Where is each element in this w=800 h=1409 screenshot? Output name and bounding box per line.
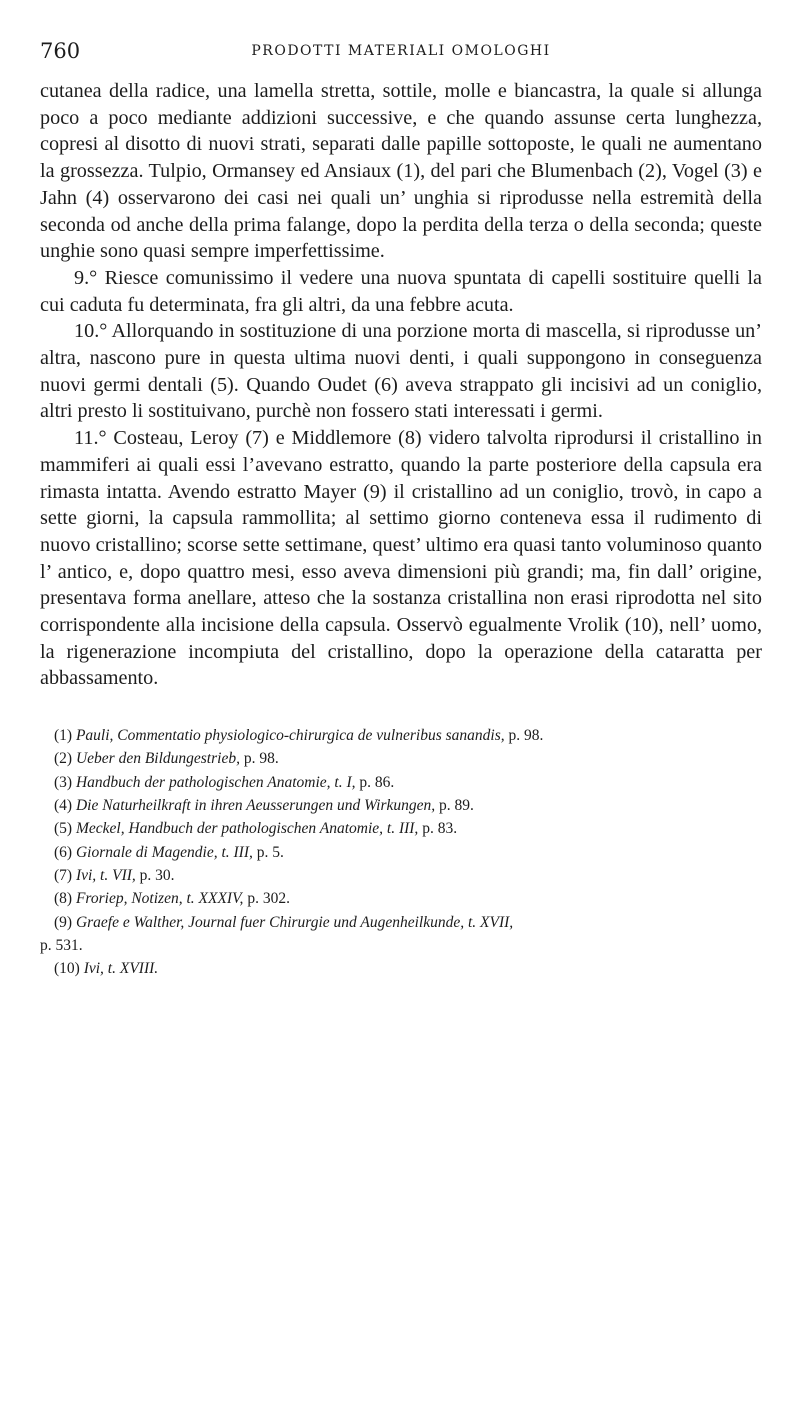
page-header — [40, 38, 762, 78]
footnote-3 — [40, 771, 762, 794]
footnote-7 — [40, 864, 762, 887]
footnotes — [40, 724, 762, 980]
paragraph-continuation: cutanea della radice, una lamella stretta, sottile, molle e biancastra, la quale si allunga poco a poco mediante addizioni successive, e che quando assunse certa lunghezza, copresi al disotto di nuovi strati, separati dalle papille sottoposte, le quali ne aumentano la grossezza. Tulpio, Ormansey ed Ansiaux (1), del pari che Blumenbach (2), Vogel (3) e Jahn (4) osservarono dei casi nei quali un’ unghia si riprodusse nella estremità della seconda od anche della prima falange, dopo la perdita della terza o della seconda; queste unghie sono quasi sempre imperfettissime. — [40, 80, 762, 263]
footnote-number: (1) — [54, 727, 73, 745]
footnote-page: p. 302. — [243, 890, 290, 908]
footnote-citation: Graefe e Walther, Journal fuer Chirurgie und Augenheilkunde, t. XVII, — [75, 913, 514, 931]
footnote-page: p. 89. — [435, 797, 474, 815]
footnote-2 — [40, 747, 762, 770]
page-number: 760 — [40, 39, 81, 63]
footnote-citation: Handbuch der pathologischen Anatomie, t. I, — [75, 773, 356, 791]
footnote-6 — [40, 841, 762, 864]
footnote-10 — [40, 957, 762, 980]
footnote-citation: Ueber den Bildungestrieb, — [75, 750, 240, 768]
footnote-page: p. 531. — [40, 936, 83, 954]
paragraph-9: 9.° Riesce comunissimo il vedere una nuova spuntata di capelli sostituire quelli la cui caduta fu determinata, fra gli altri, da una febbre acuta. — [40, 266, 762, 316]
footnote-citation: Die Naturheilkraft in ihren Aeusserungen und Wirkungen, — [75, 797, 436, 815]
body-text — [40, 78, 762, 692]
footnote-citation: Giornale di Magendie, t. III, — [75, 843, 253, 861]
paragraph-10: 10.° Allorquando in sostituzione di una porzione morta di mascella, si riprodusse un’ altra, nascono pure in questa ultima nuovi denti, i quali suppongono in conseguenza nuovi germi dentali (5). Quando Oudet (6) aveva strappato gli incisivi ad un coniglio, altri presto li sostituivano, purchè non fossero stati interessati i germi. — [40, 320, 762, 423]
footnote-5 — [40, 817, 762, 840]
footnote-9-continuation — [40, 934, 762, 957]
footnote-number: (10) — [54, 960, 80, 978]
footnote-number: (2) — [54, 750, 73, 768]
footnote-8 — [40, 887, 762, 910]
paragraph-11: 11.° Costeau, Leroy (7) e Middlemore (8) videro talvolta riprodursi il cristallino in mammiferi ai quali essi l’avevano estratto, quando la parte posteriore della capsula era rimasta intatta. Avendo estratto Mayer (9) il cristallino ad un coniglio, trovò, in capo a sette giorni, la capsula rammollita; al settimo giorno conteneva essa il rudimento di nuovo cristallino; scorse sette settimane, quest’ ultimo era quasi tanto voluminoso quanto l’ antico, e, dopo quattro mesi, esso aveva dimensioni più grandi; ma, fin dall’ origine, presentava forma anellare, atteso che la sostanza cristallina non erasi riprodotta nel sito corrispondente alla incisione della capsula. Osservò egualmente Vrolik (10), nell’ uomo, la rigenerazione incompiuta del cristallino, dopo la operazione della cataratta per abbassamento. — [40, 427, 762, 690]
footnote-1 — [40, 724, 762, 747]
footnote-page: p. 30. — [135, 866, 175, 884]
footnote-page: p. 98. — [239, 750, 279, 768]
footnote-citation: Froriep, Notizen, t. XXXIV, — [75, 890, 244, 908]
footnote-number: (6) — [54, 843, 73, 861]
footnote-page: p. 83. — [418, 820, 458, 838]
footnote-citation: Meckel, Handbuch der pathologischen Anatomie, t. III, — [75, 820, 419, 838]
footnote-page: p. 98. — [504, 727, 544, 745]
page — [40, 38, 762, 980]
footnote-citation: Ivi, t. XVIII. — [83, 960, 159, 978]
footnote-number: (8) — [54, 890, 73, 908]
footnote-citation: Pauli, Commentatio physiologico-chirurgica de vulneribus sanandis, — [75, 727, 505, 745]
footnote-page: p. 5. — [252, 843, 284, 861]
running-title: PRODOTTI MATERIALI OMOLOGHI — [251, 43, 551, 59]
footnote-citation: Ivi, t. VII, — [75, 866, 136, 884]
footnote-number: (5) — [54, 820, 73, 838]
footnote-number: (3) — [54, 773, 73, 791]
footnote-number: (9) — [54, 913, 73, 931]
footnote-4 — [40, 794, 762, 817]
footnote-9 — [40, 911, 762, 934]
footnote-page: p. 86. — [355, 773, 395, 791]
footnote-number: (4) — [54, 797, 73, 815]
footnote-number: (7) — [54, 866, 73, 884]
